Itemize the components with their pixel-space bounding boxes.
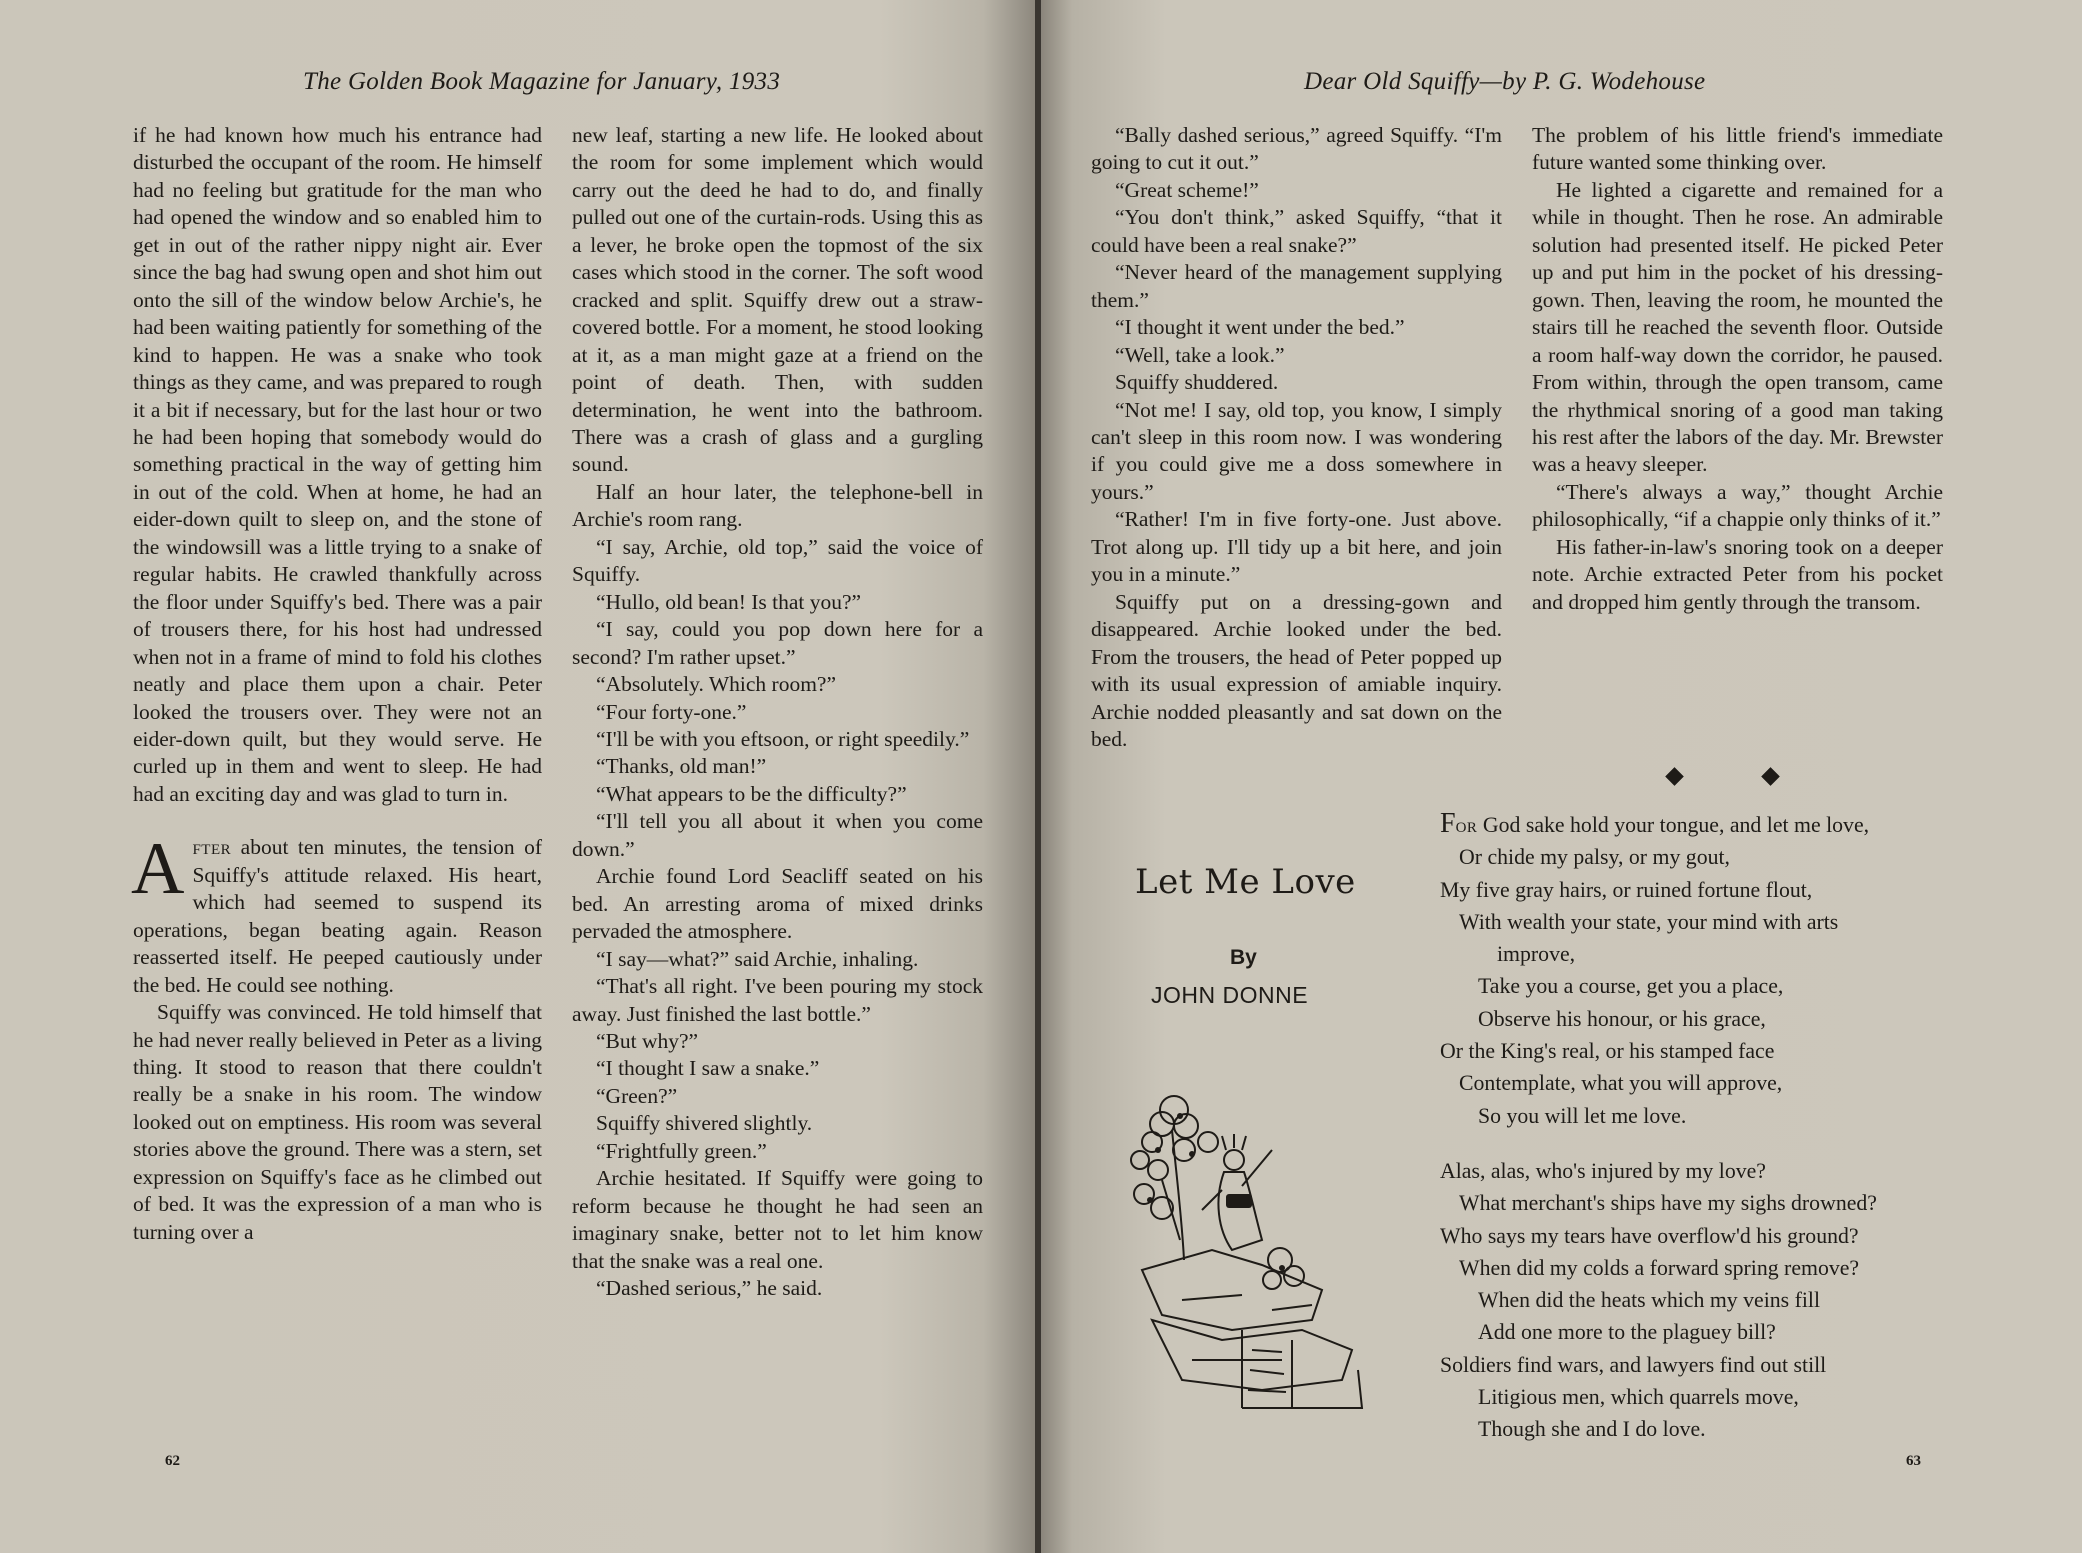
paragraph: “Four forty-one.”: [596, 699, 747, 724]
paragraph: “Well, take a look.”: [1115, 342, 1285, 367]
left-running-head: The Golden Book Magazine for January, 1933: [303, 68, 781, 95]
poem-line-text: God sake hold your tongue, and let me love,: [1477, 813, 1870, 837]
paragraph: The problem of his little friend's immediate future wanted some thinking over.: [1532, 123, 1943, 175]
poem-line: Soldiers find wars, and lawyers find out still: [1440, 1352, 1827, 1377]
poem-line: Add one more to the plaguey bill?: [1478, 1320, 1776, 1345]
paragraph: new leaf, starting a new life. He looked about the room for some implement which would carry out the deed he had to do, and finally pulled out one of the curtain-rods. Using this as a lever, he broke open the topmost of the six cases which stood in the corner. The soft wood cracked and split. Squiffy drew out a straw-covered bottle. For a moment, he stood looking at it, as a man might gaze at a friend on the point of death. Then, with sudden determination, he went into the bathroom. There was a crash of glass and a gurgling sound.: [572, 123, 983, 477]
paragraph: His father-in-law's snoring took on a deeper note. Archie extracted Peter from his pocket and dropped him gently through the transom.: [1532, 534, 1943, 614]
paragraph: “Bally dashed serious,” agreed Squiffy. “I'm going to cut it out.”: [1091, 123, 1502, 175]
tree-rock-figure-illustration-icon: [1122, 1090, 1382, 1412]
page-number-left: 62: [165, 1453, 180, 1469]
paragraph: “Absolutely. Which room?”: [596, 672, 837, 697]
paragraph: Squiffy put on a dressing-gown and disappeared. Archie looked under the bed. From the trousers, the head of Peter popped up with its usual expression of amiable inquiry. Archie nodded pleasantly and sat down on the bed.: [1091, 589, 1502, 751]
paragraph: “I say, could you pop down here for a second? I'm rather upset.”: [572, 617, 983, 669]
poem-small-caps: or: [1455, 813, 1478, 837]
diamond-ornament-icon: [1761, 767, 1779, 785]
paragraph: “I thought I saw a snake.”: [596, 1056, 820, 1081]
paragraph: Squiffy shivered slightly.: [596, 1111, 813, 1136]
paragraph: if he had known how much his entrance had disturbed the occupant of the room. He himself had no feeling but gratitude for the man who had opened the window and so enabled him to get in out of the rather nippy night air. Ever since the bag had swung open and shot him out onto the sill of the window below Archie's, he had been waiting patiently for something of the kind to happen. He was a snake who took things as they came, and was prepared to rough it a bit if necessary, but for the last hour or two he had been hoping that somebody would do something practical in the way of getting him in out of the cold. When at home, he had an eider-down quilt to sleep on, and the stone of the windowsill was a little trying to a snake of regular habits. He crawled thankfully across the floor under Squiffy's bed. There was a pair of trousers there, for his host had undressed when not in a frame of mind to fold his clothes neatly and place them upon a chair. Peter looked the trousers over. They were not an eider-down quilt, but they would serve. He curled up in them and went to sleep. He had had an exciting day and was glad to turn in.: [133, 123, 542, 806]
poem-line: When did my colds a forward spring remove?: [1459, 1255, 1860, 1280]
paragraph: Squiffy was convinced. He told himself that he had never really believed in Peter as a living thing. It stood to reason that there couldn't really be a snake in his room. The window looked out on emptiness. His room was several stories above the ground. There was a stern, set expression on Squiffy's face as he climbed out of bed. It was the expression of a man who is turning over a: [133, 1000, 542, 1244]
small-caps-lead: fter: [192, 835, 232, 860]
poem-first-line: [1440, 808, 1960, 841]
right-running-head: Dear Old Squiffy—by P. G. Wodehouse: [1304, 68, 1706, 95]
poem-byline: By: [1230, 946, 1257, 969]
poem-line: What merchant's ships have my sighs drowned?: [1459, 1191, 1877, 1216]
paragraph: “Thanks, old man!”: [596, 754, 767, 779]
paragraph: “What appears to be the difficulty?”: [596, 781, 907, 806]
paragraph: Squiffy shuddered.: [1115, 370, 1279, 395]
poem-line: improve,: [1497, 942, 1576, 967]
poem-title: Let Me Love: [1135, 862, 1356, 902]
poem-body: [1440, 808, 1960, 1446]
poem-stanza-1: [1440, 841, 1960, 1132]
paragraph: “Great scheme!”: [1115, 177, 1259, 202]
paragraph: “I'll be with you eftsoon, or right speedily.”: [596, 726, 970, 751]
paragraph: “Frightfully green.”: [596, 1138, 767, 1163]
diamond-ornament-icon: [1665, 767, 1683, 785]
left-column-2: [572, 122, 983, 1302]
paragraph: “Not me! I say, old top, you know, I simply can't sleep in this room now. I was wondering if you could give me a doss somewhere in yours.”: [1091, 397, 1502, 504]
poem-line: My five gray hairs, or ruined fortune flout,: [1440, 877, 1813, 902]
paragraph: “Never heard of the management supplying them.”: [1091, 260, 1502, 312]
poem-line: Or chide my palsy, or my gout,: [1459, 845, 1731, 870]
poem-line: With wealth your state, your mind with arts: [1459, 909, 1839, 934]
poem-line: Observe his honour, or his grace,: [1478, 1006, 1766, 1031]
paragraph: “I say, Archie, old top,” said the voice of Squiffy.: [572, 534, 983, 587]
paragraph: “There's always a way,” thought Archie philosophically, “if a chappie only thinks of it.”: [1532, 479, 1943, 532]
paragraph: Archie found Lord Seacliff seated on his bed. An arresting aroma of mixed drinks pervaded the atmosphere.: [572, 864, 983, 944]
poem-line: Litigious men, which quarrels move,: [1478, 1385, 1799, 1410]
paragraph: “Dashed serious,” he said.: [596, 1276, 823, 1301]
paragraph: “That's all right. I've been pouring my stock away. Just finished the last bottle.”: [572, 974, 983, 1026]
poem-line: Who says my tears have overflow'd his ground?: [1440, 1223, 1859, 1248]
paragraph: “I'll tell you all about it when you come down.”: [572, 809, 983, 861]
paragraph: He lighted a cigarette and remained for a while in thought. Then he rose. An admirable solution had presented itself. He picked Peter up and put him in the pocket of his dressing-gown. Then, leaving the room, he mounted the stairs till he reached the seventh floor. Outside a room half-way down the corridor, he paused. From within, through the open transom, came the rhythmical snoring of a good man taking his rest after the labors of the day. Mr. Brewster was a heavy sleeper.: [1532, 177, 1943, 477]
poem-line: Alas, alas, who's injured by my love?: [1440, 1158, 1766, 1183]
paragraph: “I say—what?” said Archie, inhaling.: [596, 946, 919, 971]
left-column-1: [133, 122, 542, 1246]
poem-line: Take you a course, get you a place,: [1478, 974, 1784, 999]
poem-initial: F: [1440, 808, 1456, 839]
poem-line: When did the heats which my veins fill: [1478, 1288, 1821, 1313]
page-number-right: 63: [1906, 1453, 1921, 1469]
right-column-2: [1532, 122, 1943, 616]
section-opening-paragraph: [131, 828, 542, 999]
right-column-1: [1091, 122, 1502, 753]
paragraph: “I thought it went under the bed.”: [1115, 315, 1405, 340]
drop-cap: A: [131, 828, 185, 911]
poem-line: Or the King's real, or his stamped face: [1440, 1039, 1775, 1064]
paragraph: “But why?”: [596, 1028, 699, 1053]
paragraph: “Rather! I'm in five forty-one. Just above. Trot along up. I'll tidy up a bit here, and join you in a minute.”: [1091, 507, 1502, 587]
paragraph: Archie hesitated. If Squiffy were going to reform because he thought he had seen an imaginary snake, better not to let him know that the snake was a real one.: [572, 1166, 983, 1273]
poem-line: Contemplate, what you will approve,: [1459, 1071, 1783, 1096]
poem-line: So you will let me love.: [1478, 1103, 1687, 1128]
poem-stanza-2: [1440, 1155, 1960, 1446]
paragraph: “Hullo, old bean! Is that you?”: [596, 589, 862, 614]
paragraph: “Green?”: [596, 1083, 678, 1108]
poem-author: JOHN DONNE: [1151, 982, 1309, 1008]
paragraph: “You don't think,” asked Squiffy, “that it could have been a real snake?”: [1091, 205, 1502, 257]
paragraph: Half an hour later, the telephone-bell in Archie's room rang.: [572, 479, 983, 532]
paragraph-text: about ten minutes, the tension of Squiffy's attitude relaxed. His heart, which had seemed to suspend its operations, began beating again. Reason reasserted itself. He peeped cautiously under the bed. He could see nothing.: [133, 835, 542, 997]
left-page: [0, 0, 1035, 1553]
poem-line: Though she and I do love.: [1478, 1417, 1706, 1442]
section-divider: [1650, 770, 1850, 790]
